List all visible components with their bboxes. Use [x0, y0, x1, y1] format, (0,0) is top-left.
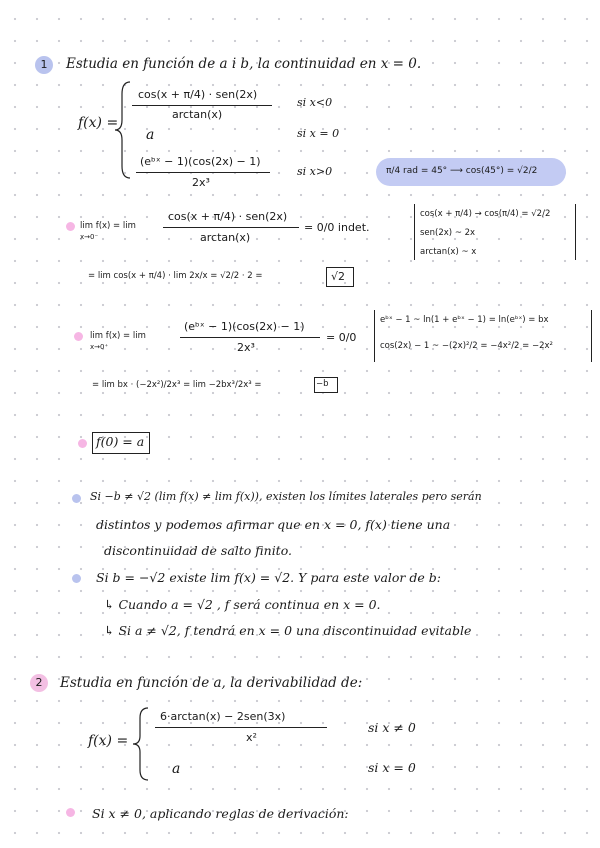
left-brace-2: [130, 706, 150, 782]
left-limit-bar: [163, 227, 299, 228]
left-limit-sub: x→0⁻: [80, 233, 99, 241]
right-box-line-2: cos(2x) − 1 ~ −(2x)²/2 = −4x²/2 = −2x²: [380, 341, 553, 351]
conclusion-2-line-3: ↳ Si a ≠ √2, f tendrá en x = 0 una discontinuidad evitable: [104, 623, 472, 638]
case3-condition: si x>0: [297, 165, 333, 178]
right-box-line-1: eᵇˣ − 1 ~ ln(1 + eᵇˣ − 1) = ln(eᵇˣ) = bx: [380, 315, 549, 325]
case3-numerator: (eᵇˣ − 1)(cos(2x) − 1): [140, 155, 261, 168]
p2-case1-denominator: x²: [246, 731, 257, 744]
left-limit-final: √2: [331, 270, 346, 283]
right-limit-den: 2x³: [237, 341, 255, 354]
left-limit-step-2: = lim cos(x + π/4) · lim 2x/x = √2/2 · 2 =: [88, 271, 263, 281]
f0-value: f(0) = a: [96, 434, 145, 449]
right-limit-bar: [180, 337, 320, 338]
bullet-right-limit: [74, 332, 83, 341]
right-limit-step-2: = lim bx · (−2x²)/2x³ = lim −2bx³/2x³ =: [92, 380, 262, 390]
case3-denominator: 2x³: [192, 176, 210, 189]
p2-case1-bar: [155, 727, 327, 728]
p2-case1-condition: si x ≠ 0: [368, 720, 416, 735]
conclusion-1-line-1: Si −b ≠ √2 (lim f(x) ≠ lim f(x)), existen los límites laterales pero serán: [90, 490, 482, 503]
conclusion-1-line-3: discontinuidad de salto finito.: [104, 543, 292, 558]
conclusion-1-line-2: distintos y podemos afirmar que en x = 0, f(x) tiene una: [96, 517, 451, 532]
right-limit-sub: x→0⁺: [90, 343, 109, 351]
problem-2-statement: Estudia en función de a, la derivabilidad de:: [60, 675, 363, 691]
left-box-line-1: cos(x + π/4) → cos(π/4) = √2/2: [420, 209, 551, 219]
right-limit-result: = 0/0: [326, 331, 357, 344]
p2-next-line: Si x ≠ 0, aplicando reglas de derivación:: [92, 806, 349, 821]
case1-condition: si x<0: [297, 96, 333, 109]
left-limit-result: = 0/0 indet.: [304, 221, 370, 234]
fx-label: f(x) =: [78, 115, 119, 131]
p2-case2-value: a: [172, 761, 181, 777]
problem-2-badge: 2: [30, 674, 48, 692]
problem-1-statement: Estudia en función de a i b, la continuidad en x = 0.: [66, 56, 422, 72]
left-limit-num: cos(x + π/4) · sen(2x): [168, 210, 288, 223]
highlight-note: π/4 rad = 45° ⟶ cos(45°) = √2/2: [386, 166, 538, 176]
bullet-conclusion-1: [72, 494, 81, 503]
case2-value: a: [146, 127, 155, 143]
right-limit-num: (eᵇˣ − 1)(cos(2x) − 1): [184, 320, 305, 333]
left-limit-den: arctan(x): [200, 231, 251, 244]
right-limit-expr: lim f(x) = lim: [90, 331, 146, 341]
left-brace: [112, 80, 132, 180]
case2-condition: si x = 0: [297, 127, 340, 140]
case1-numerator: cos(x + π/4) · sen(2x): [138, 88, 258, 101]
right-limit-final: −b: [316, 379, 329, 389]
left-limit-expr: lim f(x) = lim: [80, 221, 136, 231]
case3-fraction-bar: [136, 172, 270, 173]
case1-denominator: arctan(x): [172, 108, 223, 121]
bullet-left-limit: [66, 222, 75, 231]
conclusion-2-line-2: ↳ Cuando a = √2 , f será continua en x = 0.: [104, 597, 381, 612]
bullet-conclusion-2: [72, 574, 81, 583]
p2-case1-numerator: 6·arctan(x) − 2sen(3x): [160, 710, 286, 723]
left-box-line-2: sen(2x) ~ 2x: [420, 228, 476, 238]
fx2-label: f(x) =: [88, 733, 129, 749]
conclusion-2-line-1: Si b = −√2 existe lim f(x) = √2. Y para este valor de b:: [96, 570, 441, 585]
left-box-line-3: arctan(x) ~ x: [420, 247, 477, 257]
bullet-f0: [78, 439, 87, 448]
case1-fraction-bar: [132, 105, 272, 106]
bullet-p2-next: [66, 808, 75, 817]
problem-1-badge: 1: [35, 56, 53, 74]
p2-case2-condition: si x = 0: [368, 760, 416, 775]
